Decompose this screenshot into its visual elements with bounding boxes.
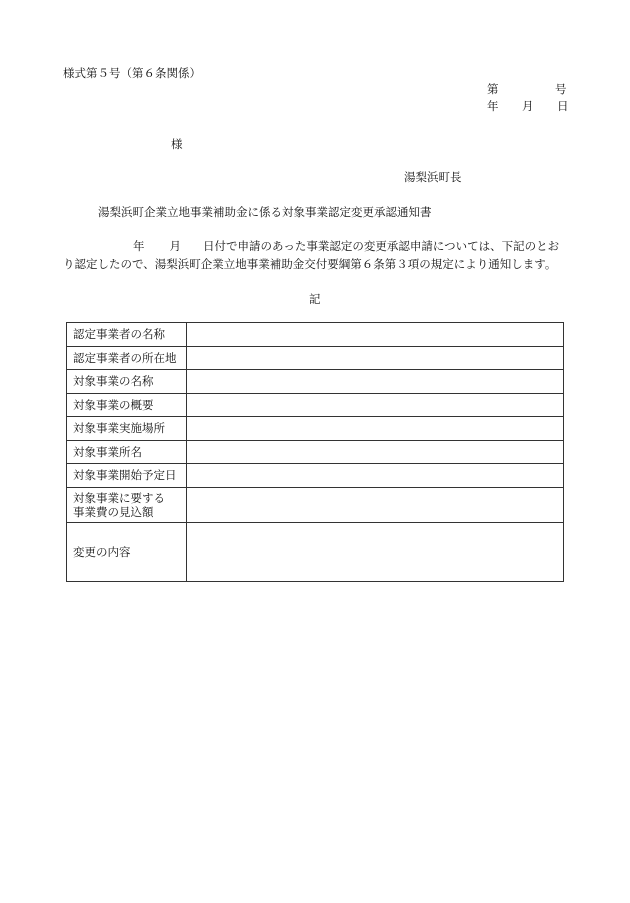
row-label: 認定事業者の名称 [67, 323, 187, 347]
table-row [67, 417, 564, 441]
body-text-line-1: 日付で申請のあった事業認定の変更承認申請については、下記のとお [203, 239, 560, 253]
recipient-honorific: 様 [171, 137, 183, 151]
body-line-2: り認定したので、湯梨浜町企業立地事業補助金交付要綱第６条第３項の規定により通知します。 [63, 257, 557, 271]
row-label: 対象事業所名 [67, 440, 187, 464]
body-year-label: 年 [133, 239, 145, 253]
row-value [187, 522, 564, 581]
table-row [67, 440, 564, 464]
table-row [67, 464, 564, 488]
row-value [187, 487, 564, 522]
row-label: 対象事業の概要 [67, 393, 187, 417]
row-value [187, 346, 564, 370]
row-value [187, 393, 564, 417]
document-number-prefix: 第 [487, 82, 499, 96]
row-value [187, 323, 564, 347]
row-label: 対象事業開始予定日 [67, 464, 187, 488]
row-label: 対象事業実施場所 [67, 417, 187, 441]
form-number: 様式第５号（第６条関係） [63, 66, 201, 80]
table-row [67, 487, 564, 522]
body-month-label: 月 [169, 239, 181, 253]
row-value [187, 370, 564, 394]
date-year-label: 年 [487, 99, 499, 113]
document-number-suffix: 号 [555, 82, 567, 96]
row-label: 変更の内容 [67, 522, 187, 581]
table-row [67, 522, 564, 581]
table-row [67, 323, 564, 347]
date-day-label: 日 [557, 99, 569, 113]
issuer-name: 湯梨浜町長 [404, 170, 462, 184]
row-value [187, 417, 564, 441]
row-value [187, 464, 564, 488]
body-line-1 [63, 239, 568, 253]
row-label: 対象事業の名称 [67, 370, 187, 394]
table-row [67, 346, 564, 370]
row-label: 認定事業者の所在地 [67, 346, 187, 370]
detail-table [66, 322, 564, 582]
ki-heading: 記 [309, 292, 321, 306]
row-label: 対象事業に要する 事業費の見込額 [67, 487, 187, 522]
document-title: 湯梨浜町企業立地事業補助金に係る対象事業認定変更承認通知書 [98, 205, 432, 219]
row-value [187, 440, 564, 464]
table-row [67, 393, 564, 417]
table-row [67, 370, 564, 394]
date-month-label: 月 [522, 99, 534, 113]
